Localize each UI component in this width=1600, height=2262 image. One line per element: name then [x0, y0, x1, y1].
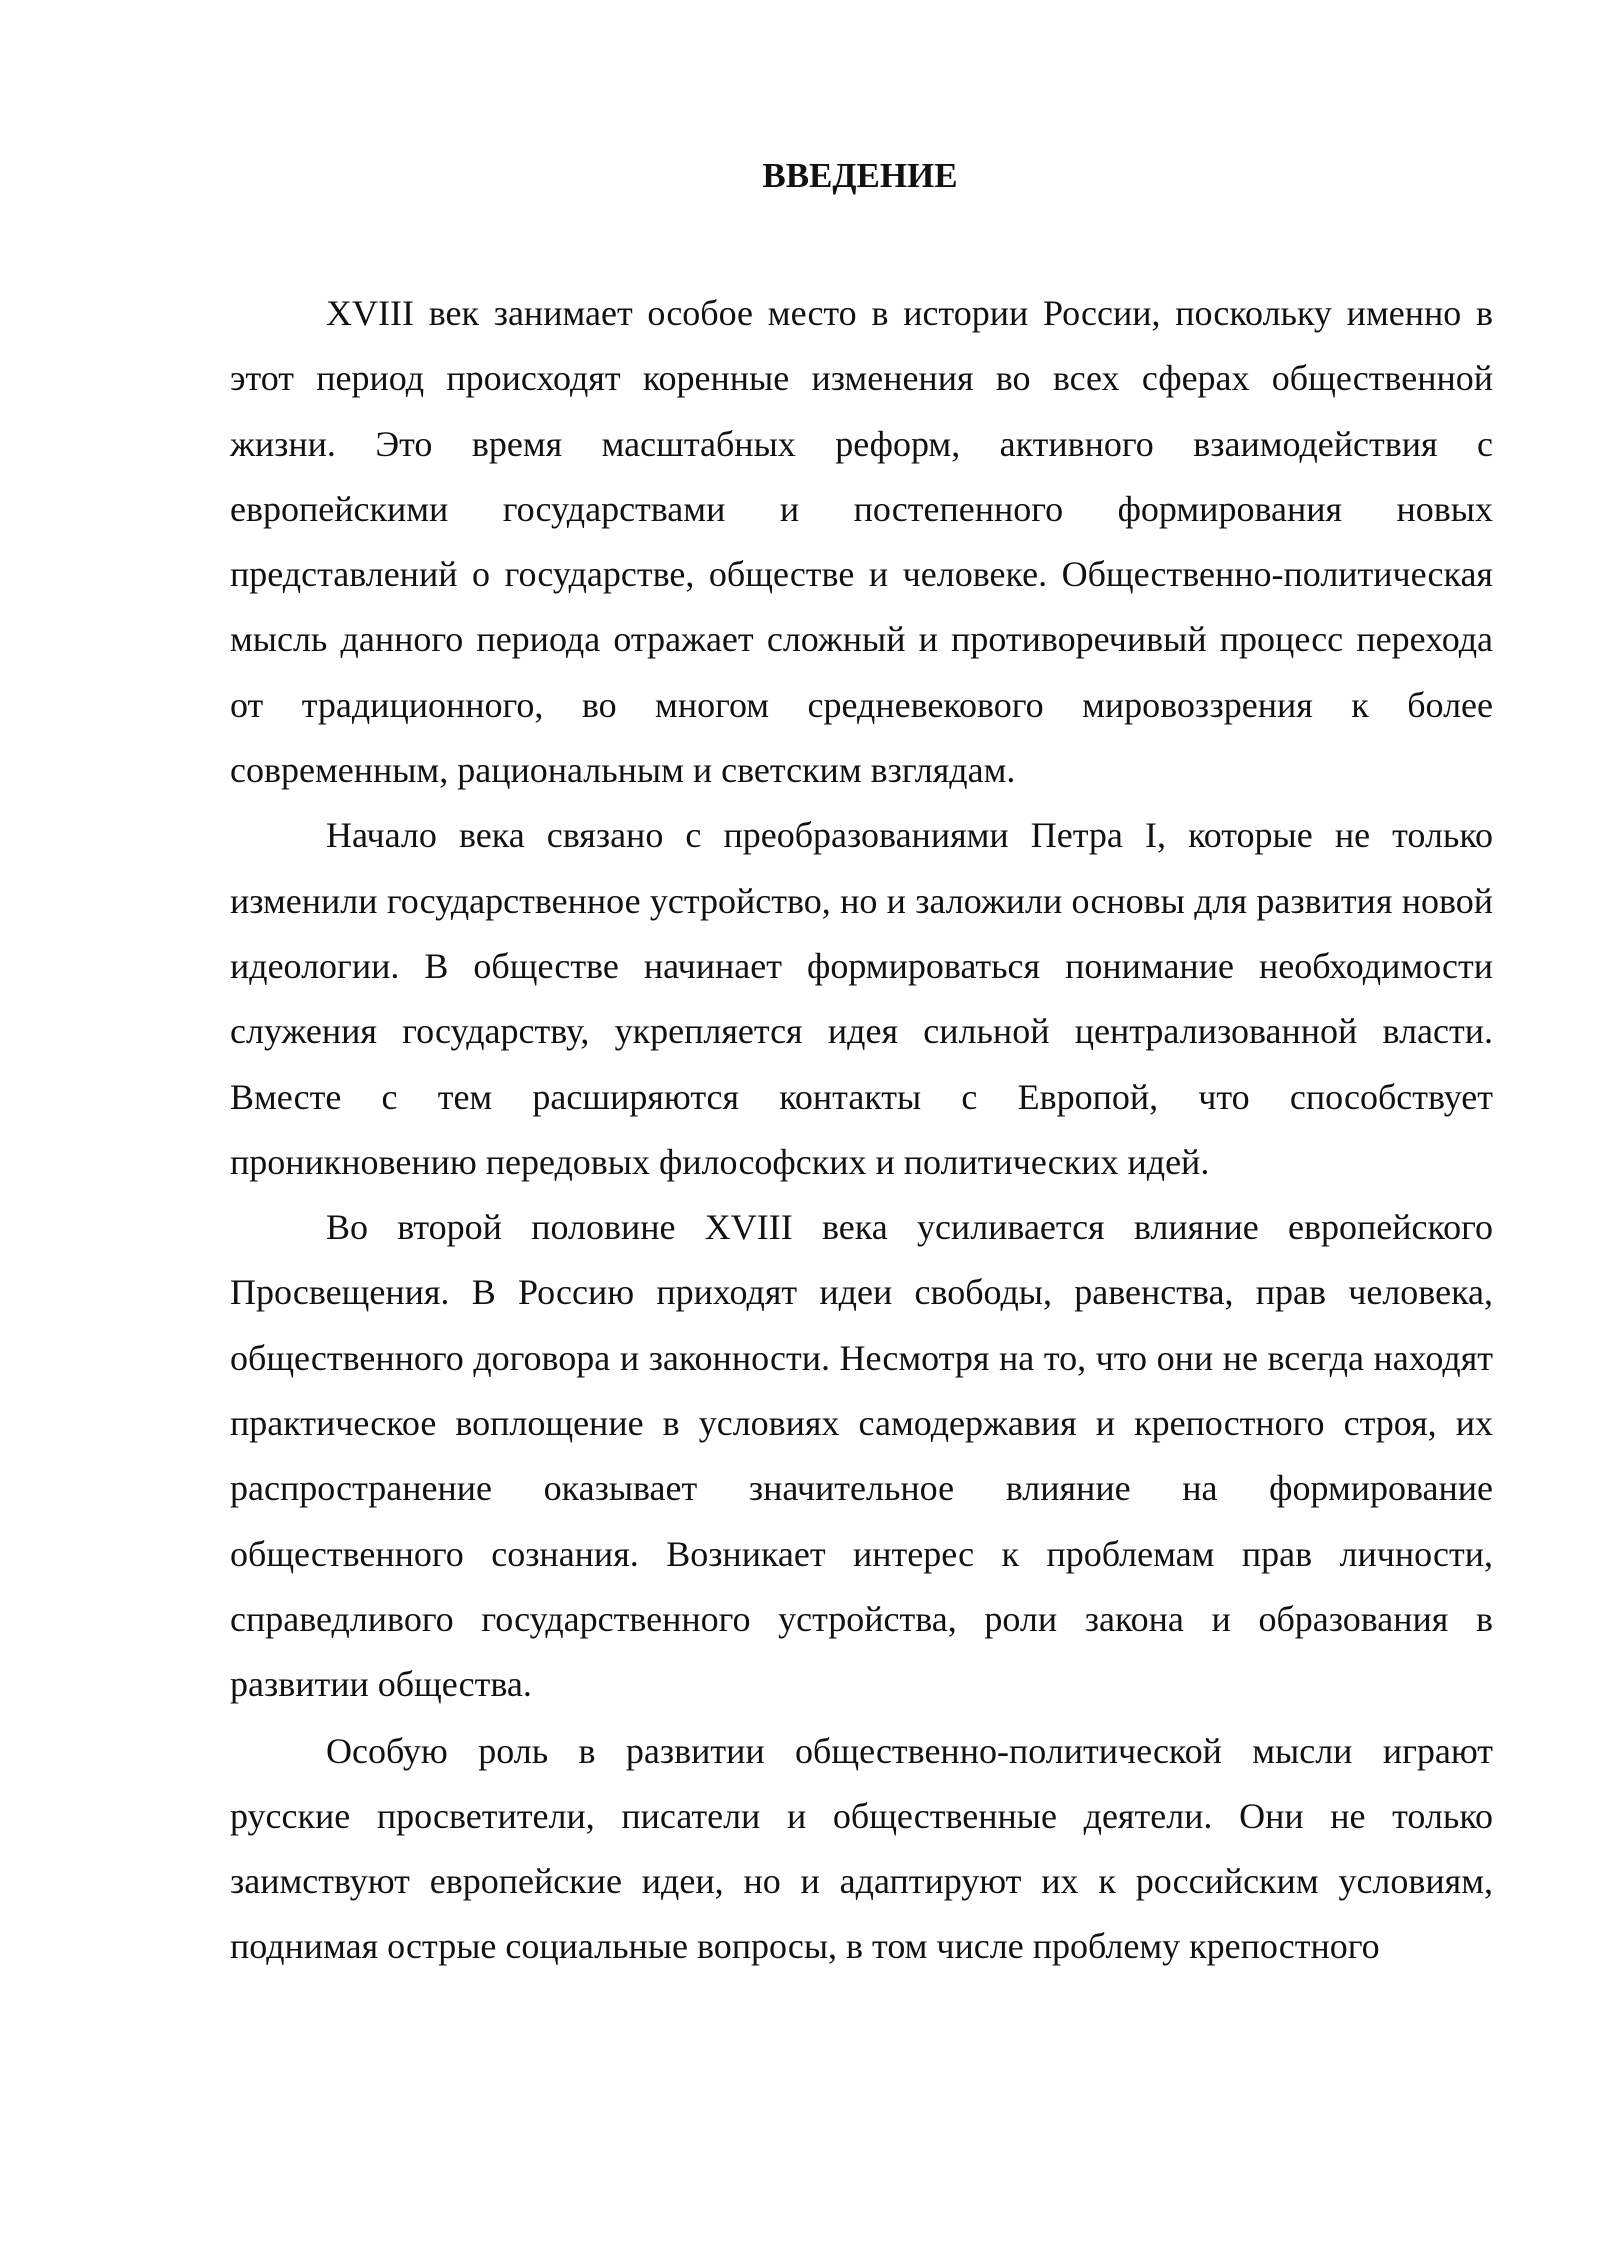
page-title: ВВЕДЕНИЕ [762, 156, 958, 195]
paragraph-2: Начало века связано с преобразованиями Петра I, которые не только изменили государственное устройство, но и заложили основы для развития новой идеологии. В обществе начинает формироваться понимание необходимости служения государству, укрепляется идея сильной централизованной власти. Вместе с тем расширяются контакты с Европой, что способствует проникновению передовых философских и политических идей. [230, 815, 1493, 1182]
paragraph-3: Во второй половине XVIII века усиливается влияние европейского Просвещения. В Россию приходят идеи свободы, равенства, прав человека, общественного договора и законности. Несмотря на то, что они не всегда находят практическое воплощение в условиях самодержавия и крепостного строя, их распространение оказывает значительное влияние на формирование общественного сознания. Возникает интерес к проблемам прав личности, справедливого государственного устройства, роли закона и образования в развитии общества. [230, 1207, 1493, 1705]
document-body [230, 281, 1493, 1980]
paragraph-4: Особую роль в развитии общественно-политической мысли играют русские просветители, писатели и общественные деятели. Они не только заимствуют европейские идеи, но и адаптируют их к российским условиям, поднимая острые социальные вопросы, в том числе проблему крепостного [230, 1730, 1493, 1967]
paragraph-1: XVIII век занимает особое место в истории России, поскольку именно в этот период происходят коренные изменения во всех сферах общественной жизни. Это время масштабных реформ, активного взаимодействия с европейскими государствами и постепенного формирования новых представлений о государстве, обществе и человеке. Общественно-политическая мысль данного периода отражает сложный и противоречивый процесс перехода от традиционного, во многом средневекового мировоззрения к более современным, рациональным и светским взглядам. [230, 293, 1493, 791]
